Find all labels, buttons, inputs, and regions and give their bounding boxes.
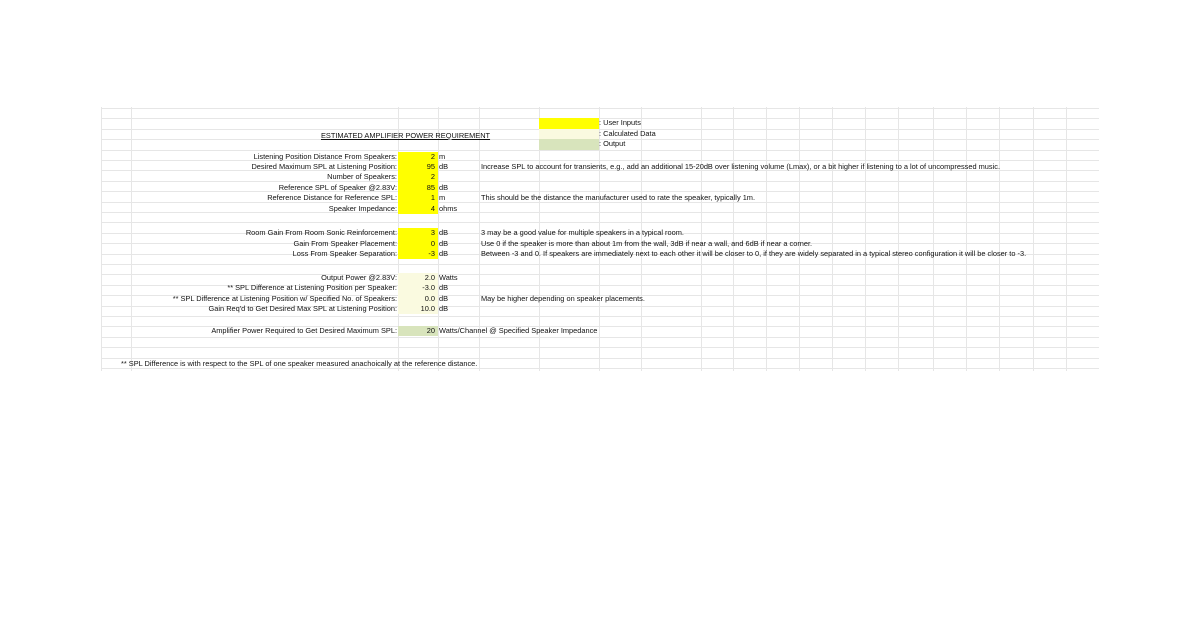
room-note: 3 may be a good value for multiple speakers in a typical room. (481, 228, 684, 238)
room-label: Room Gain From Room Sonic Reinforcement: (245, 228, 397, 238)
room-unit: dB (439, 238, 449, 248)
room-unit: dB (439, 228, 449, 238)
inputs-value: 2 (430, 172, 435, 182)
room-note: Between -3 and 0. If speakers are immediately next to each other it will be closer to 0, if they are widely separated in a typical stereo configuration it will be closer to -3. (481, 249, 1027, 258)
inputs-value: 95 (426, 162, 435, 171)
calculated-value: 10.0 (420, 304, 435, 313)
legend-calculated-data: : Calculated Data (599, 128, 656, 138)
room-label: Gain From Speaker Placement: (293, 238, 397, 248)
inputs-unit: dB (439, 182, 449, 192)
calculated-label: ** SPL Difference at Listening Position per Speaker: (227, 283, 397, 293)
calculated-label: ** SPL Difference at Listening Position w/ Specified No. of Speakers: (172, 293, 397, 303)
calculated-unit: dB (439, 283, 449, 293)
room-value: -3 (428, 249, 435, 258)
calculated-label: Output Power @2.83V: (321, 272, 397, 282)
room-note: Use 0 if the speaker is more than about 1m from the wall, 3dB if near a wall, and 6dB if near a corner. (481, 238, 813, 248)
room-value: 3 (430, 228, 435, 238)
room-unit: dB (439, 249, 449, 258)
inputs-value: 2 (430, 151, 435, 161)
calculated-value: 0.0 (424, 293, 435, 303)
inputs-unit: m (439, 151, 446, 161)
inputs-value: 85 (426, 182, 435, 192)
output-value: 20 (426, 326, 435, 335)
legend-calculated-swatch[interactable] (539, 129, 599, 139)
inputs-unit: m (439, 193, 446, 203)
inputs-label: Reference Distance for Reference SPL: (267, 193, 397, 203)
room-label: Loss From Speaker Separation: (292, 249, 397, 258)
footnote: ** SPL Difference is with respect to the SPL of one speaker measured anachoically at the reference distance. (121, 359, 478, 368)
calculated-value: -3.0 (422, 283, 435, 293)
legend-user-input-swatch[interactable] (539, 118, 599, 128)
room-value: 0 (430, 238, 435, 248)
calculated-unit: dB (439, 293, 449, 303)
output-label: Amplifier Power Required to Get Desired Maximum SPL: (211, 326, 397, 335)
output-unit: Watts/Channel @ Specified Speaker Impedance (439, 326, 598, 335)
calculated-unit: Watts (439, 272, 458, 282)
inputs-value: 1 (430, 193, 435, 203)
legend-output-swatch[interactable] (539, 139, 599, 149)
inputs-unit: dB (439, 162, 449, 171)
inputs-label: Listening Position Distance From Speakers: (253, 151, 397, 161)
inputs-label: Desired Maximum SPL at Listening Position: (251, 162, 397, 171)
legend-user-inputs: : User Inputs (599, 118, 641, 128)
calculated-label: Gain Req'd to Get Desired Max SPL at Listening Position: (208, 304, 397, 313)
calculated-value: 2.0 (424, 272, 435, 282)
inputs-label: Speaker Impedance: (328, 203, 397, 213)
spreadsheet (101, 107, 1099, 371)
calculated-note: May be higher depending on speaker placements. (481, 293, 645, 303)
inputs-label: Number of Speakers: (327, 172, 397, 182)
inputs-note: Increase SPL to account for transients, e.g., add an additional 15-20dB over listening volume (Lmax), or a bit higher if listening to a lot of uncompressed music. (481, 162, 1000, 171)
inputs-value: 4 (430, 203, 435, 213)
sheet-title: ESTIMATED AMPLIFIER POWER REQUIREMENT (321, 130, 491, 140)
legend-output: : Output (599, 139, 626, 149)
calculated-unit: dB (439, 304, 449, 313)
inputs-label: Reference SPL of Speaker @2.83V: (278, 182, 397, 192)
inputs-unit: ohms (439, 203, 458, 213)
inputs-note: This should be the distance the manufacturer used to rate the speaker, typically 1m. (481, 193, 756, 203)
